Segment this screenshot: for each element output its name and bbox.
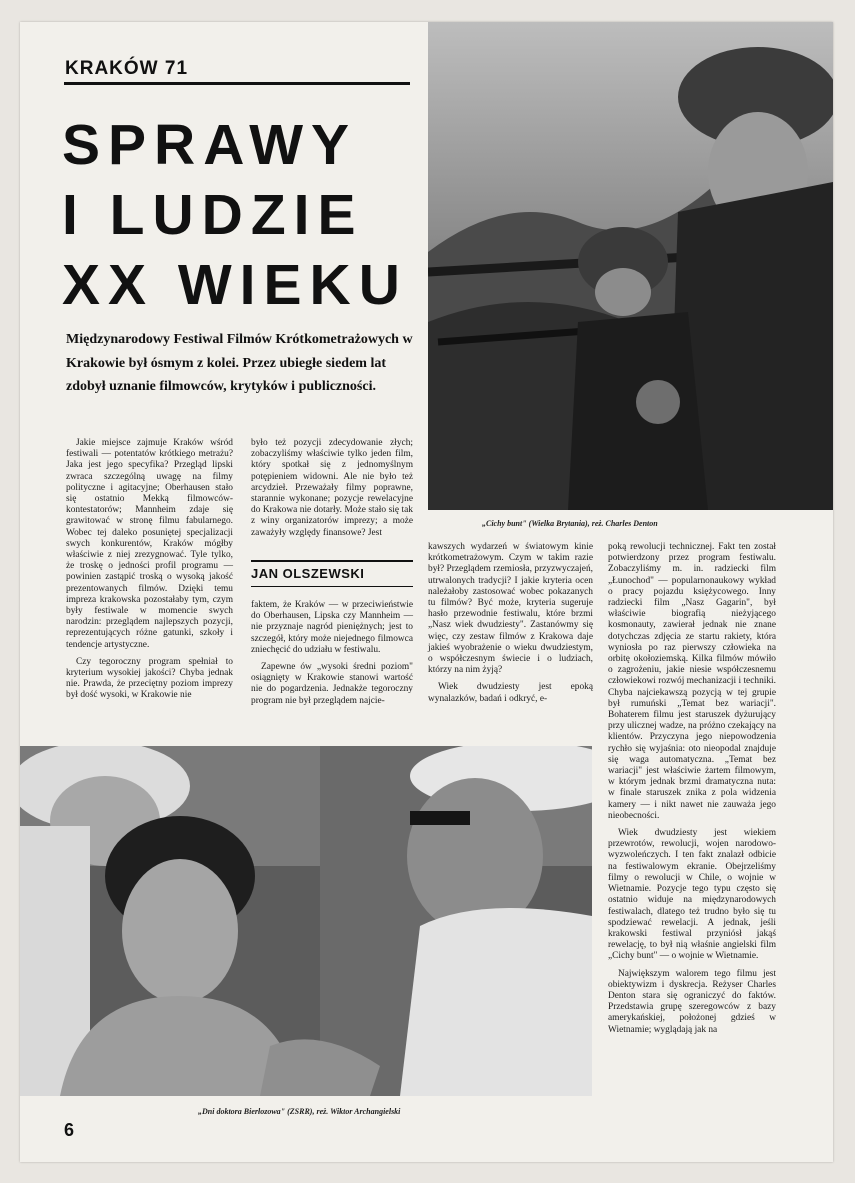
header-rule	[64, 82, 410, 85]
photo-doctors-image	[20, 746, 592, 1096]
section-label: KRAKÓW 71	[65, 58, 189, 79]
photo-soldiers	[428, 22, 833, 510]
caption-photo-top: „Cichy bunt" (Wielka Brytania), reż. Charles Denton	[482, 519, 658, 528]
paragraph: Jakie miejsce zajmuje Kraków wśród festiwali — potentatów krótkiego metrażu? Jaka jest jego specyfika? Przegląd lipski zwraca szczególną uwagę na filmy polityczne i agitacyjne; Oberhausen stało się ostatnio Mekką filmowców-kontestatorów; Mannheim zdaje się grawitować w stronę filmu fabularnego. Wobec tej daleko posuniętej specjalizacji swych konkurentów, Kraków mógłby właściwie z niej zrezygnować. Tyle tylko, że troskę o jedności profil programu — powinien zastąpić troską o wysoką jakość prezentowanych filmów. Dzięki temu impreza krakowska pozostałaby tym, czym były festiwale w momencie swych narodzin: przeglądem najlepszych pozycji, reprezentujących różne gatunki, szkoły i tendencje artystyczne.	[66, 438, 233, 650]
page-number: 6	[64, 1120, 75, 1140]
byline-rule-bottom	[251, 586, 413, 587]
photo-doctors	[20, 746, 592, 1096]
paragraph: Zapewne ów „wysoki średni poziom" osiągnięty w Krakowie stanowi wartość nie do pogardzenia. Jednakże tegoroczny program nie był przeglądem najcie-	[251, 662, 413, 706]
headline	[62, 110, 420, 320]
headline-line-1: SPRAWY	[62, 113, 358, 177]
headline-line-2: I LUDZIE	[62, 183, 364, 247]
article-column-2-top	[251, 438, 413, 539]
paragraph: Czy tegoroczny program spełniał to kryterium wysokiej jakości? Chyba jednak nie. Prawda, że przeciętny poziom imprezy był dość wysoki, w Krakowie nie	[66, 656, 233, 701]
paragraph: kawszych wydarzeń w światowym kinie krótkometrażowym. Czym w takim razie był? Przeglądem rzemiosła, przyzwyczajeń, utrwalonych tradycji? I jakie kryteria ocen należałoby zastosować wobec pokazanych tu filmów? Być może, kryteria sugeruje hasło przewodnie festiwalu, które brzmi „Nasz wiek dwudziesty". Zastanówmy się więc, czy zestaw filmów z Krakowa daje jakieś wyobrażenie o wieku dwudziestym, o współczesnym świecie i o ludziach, którzy na nim żyją?	[428, 542, 593, 676]
photo-soldiers-image	[428, 22, 833, 510]
paragraph: Wiek dwudziesty jest epoką wynalazków, badań i odkryć, e-	[428, 682, 593, 704]
author-byline: JAN OLSZEWSKI	[251, 566, 365, 581]
article-column-2-bottom	[251, 600, 413, 707]
byline-rule-top	[251, 560, 413, 562]
paragraph: Wiek dwudziesty jest wiekiem przewrotów, rewolucji, wojen narodowo-wyzwoleńczych. I ten fakt znalazł odbicie na festiwalowym ekranie. Obejrzeliśmy filmy o rewolucji w Chile, o wojnie w Wietnamie. Pozycje tego typu często się ostatnio widuje na międzynarodowych festiwalach, dlatego też trudno było się tu spodziewać rewelacji. A jednak, jeśli krakowski festiwal przyniósł jakąś rewelację, to był nią właśnie angielski film „Cichy bunt" — o wojnie w Wietnamie.	[608, 828, 776, 962]
article-column-1	[66, 438, 233, 702]
caption-photo-bottom: „Dni doktora Bierłozowa" (ZSRR), reż. Wiktor Archangielski	[198, 1107, 401, 1116]
paragraph: Największym walorem tego filmu jest obiektywizm i dyskrecja. Reżyser Charles Denton stara się ograniczyć do faktów. Przedstawia grupę szeregowców z bazy amerykańskiej, położonej gdzieś w Wietnamie; wyglądają jak na	[608, 968, 776, 1035]
headline-line-3: XX WIEKU	[62, 253, 408, 317]
article-column-3	[428, 542, 593, 705]
paragraph: poką rewolucji technicznej. Fakt ten został potwierdzony przez program festiwalu. Zobaczyliśmy m. in. radziecki film „Łunochod" — popularnonaukowy wykład o pracy pojazdu księżycowego. Inny radziecki film „Nasz Gagarin", był właściwie biografią nieżyjącego kosmonauty, zawierał jednak nie znane dotychczas zdjęcia ze startu rakiety, która wyniosła po raz pierwszy człowieka na orbitę okołoziemską. Kilka filmów mówiło o zagrożeniu, jakie niesie współczesnemu człowiekowi rozwój mechanizacji i techniki. Chyba najciekawszą pozycją w tej grupie był rumuński „Temat bez wariacji". Bohaterem filmu jest staruszek dyżurujący przy ulicznej wadze, na próżno czekający na klientów. Przyczyna jego niepowodzenia rychło się wyjaśnia: oto nieopodal znajduje się waga automatyczna. „Temat bez wariacji" jest właściwie żartem filmowym, w którym jednak brzmi dramatyczna nuta: w finale staruszek znika z pola widzenia kamery — i nikt nawet nie zauważa jego nieobecności.	[608, 542, 776, 821]
lead-paragraph: Międzynarodowy Festiwal Filmów Krótkometrażowych w Krakowie był ósmym z kolei. Przez ubiegłe siedem lat zdobył uznanie filmowców, krytyków i publiczności.	[66, 332, 413, 394]
paragraph: faktem, że Kraków — w przeciwieństwie do Oberhausen, Lipska czy Mannheim — nie przyznaje nagród pieniężnych; jest to szczegół, który może niejednego filmowca zniechęcić do udziału w festiwalu.	[251, 600, 413, 655]
article-column-4	[608, 542, 776, 1036]
magazine-page	[20, 22, 833, 1162]
paragraph: było też pozycji zdecydowanie złych; zobaczyliśmy właściwie tylko jeden film, który spotkał się z jednomyślnym potępieniem widowni. Ale nie było też arcydzieł. Przeważały filmy poprawne, starannie wykonane; pozycje rewelacyjne do Krakowa nie dotarły. Może stało się tak z winy organizatorów imprezy; a może zaważyły względy finansowe? Jest	[251, 438, 413, 538]
